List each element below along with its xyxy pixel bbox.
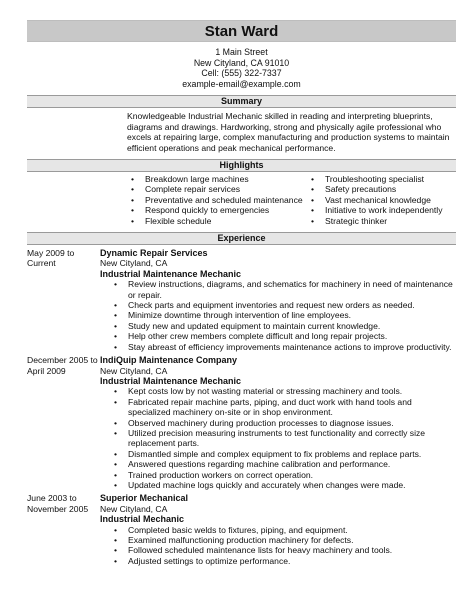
resume-page	[0, 20, 474, 613]
job-entry	[27, 493, 456, 566]
list-item: • Vast mechanical knowledge	[307, 195, 443, 205]
list-item: • Flexible schedule	[127, 216, 307, 226]
list-item: • Answered questions regarding machine calibration and performance.	[100, 459, 456, 469]
job-details	[100, 355, 456, 490]
highlights-heading: Highlights	[27, 159, 456, 172]
phone: Cell: (555) 322-7337	[201, 68, 282, 79]
job-entry	[27, 355, 456, 490]
highlights-list	[27, 172, 456, 226]
job-location: New Cityland, CA	[100, 365, 168, 376]
list-item: • Followed scheduled maintenance lists for heavy machinery and tools.	[100, 545, 456, 555]
list-item: • Kept costs low by not wasting material or stressing machinery and tools.	[100, 386, 456, 396]
list-item: • Examined malfunctioning production machinery for defects.	[100, 535, 456, 545]
job-dates: December 2005 to April 2009	[27, 355, 98, 376]
list-item: • Fabricated repair machine parts, piping, and duct work with hand tools and specialized machinery on-site or in shop environment.	[100, 397, 456, 418]
list-item: • Dismantled simple and complex equipment to fix problems and replace parts.	[100, 449, 456, 459]
list-item: • Minimize downtime through intervention of line employees.	[100, 310, 456, 320]
list-item: • Initiative to work independently	[307, 205, 443, 215]
list-item: • Strategic thinker	[307, 216, 443, 226]
summary-heading: Summary	[27, 95, 456, 108]
job-entry	[27, 248, 456, 352]
company-name: Dynamic Repair Services	[100, 248, 208, 259]
address-line-1: 1 Main Street	[215, 47, 268, 57]
job-title: Industrial Mechanic	[100, 514, 185, 525]
experience-heading: Experience	[27, 232, 456, 245]
list-item: • Complete repair services	[127, 184, 307, 194]
list-item: • Observed machinery during production processes to diagnose issues.	[100, 418, 456, 428]
list-item: • Review instructions, diagrams, and schematics for machinery in need of maintenance or repair.	[100, 279, 456, 300]
list-item: • Utilized precision measuring instruments to test functionality and correctly size replacement parts.	[100, 428, 456, 449]
list-item: • Respond quickly to emergencies	[127, 205, 307, 215]
list-item: • Trained production workers on correct operation.	[100, 470, 456, 480]
highlights-left-column	[127, 174, 307, 226]
job-title: Industrial Maintenance Mechanic	[100, 268, 242, 279]
job-location: New Cityland, CA	[100, 258, 168, 269]
summary-text: Knowledgeable Industrial Mechanic skilled in reading and interpreting blueprints, diagrams and drawings. Hardworking, strong and physically agile professional who excels at repairing large, complex manufacturing and production systems to maintain efficient operations and peak mechanical performance.	[127, 111, 450, 153]
job-location: New Cityland, CA	[100, 503, 168, 514]
name-banner	[27, 20, 456, 42]
list-item: • Stay abreast of efficiency improvements maintenance actions to improve productivity.	[100, 342, 456, 352]
list-item: • Completed basic welds to fixtures, piping, and equipment.	[100, 525, 456, 535]
address-line-2: New Cityland, CA 91010	[193, 57, 290, 68]
list-item: • Check parts and equipment inventories and request new orders as needed.	[100, 300, 456, 310]
duties-list	[100, 279, 456, 352]
contact-block	[27, 47, 456, 89]
list-item: • Adjusted settings to optimize performance.	[100, 556, 456, 566]
company-name: Superior Mechanical	[100, 493, 189, 504]
list-item: • Help other crew members complete difficult and long repair projects.	[100, 331, 456, 341]
job-dates: June 2003 to November 2005	[27, 493, 89, 514]
duties-list	[100, 386, 456, 490]
list-item: • Preventative and scheduled maintenance	[127, 195, 307, 205]
list-item: • Updated machine logs quickly and accurately when changes were made.	[100, 480, 456, 490]
job-title: Industrial Maintenance Mechanic	[100, 375, 242, 386]
candidate-name: Stan Ward	[204, 23, 279, 40]
list-item: • Breakdown large machines	[127, 174, 307, 184]
list-item: • Troubleshooting specialist	[307, 174, 443, 184]
job-dates: May 2009 to Current	[27, 248, 75, 269]
list-item: • Safety precautions	[307, 184, 443, 194]
email: example-email@example.com	[182, 78, 301, 89]
list-item: • Study new and updated equipment to maintain current knowledge.	[100, 321, 456, 331]
job-details	[100, 493, 456, 566]
highlights-right-column	[307, 174, 443, 226]
duties-list	[100, 525, 456, 567]
job-details	[100, 248, 456, 352]
company-name: IndiQuip Maintenance Company	[100, 355, 238, 366]
